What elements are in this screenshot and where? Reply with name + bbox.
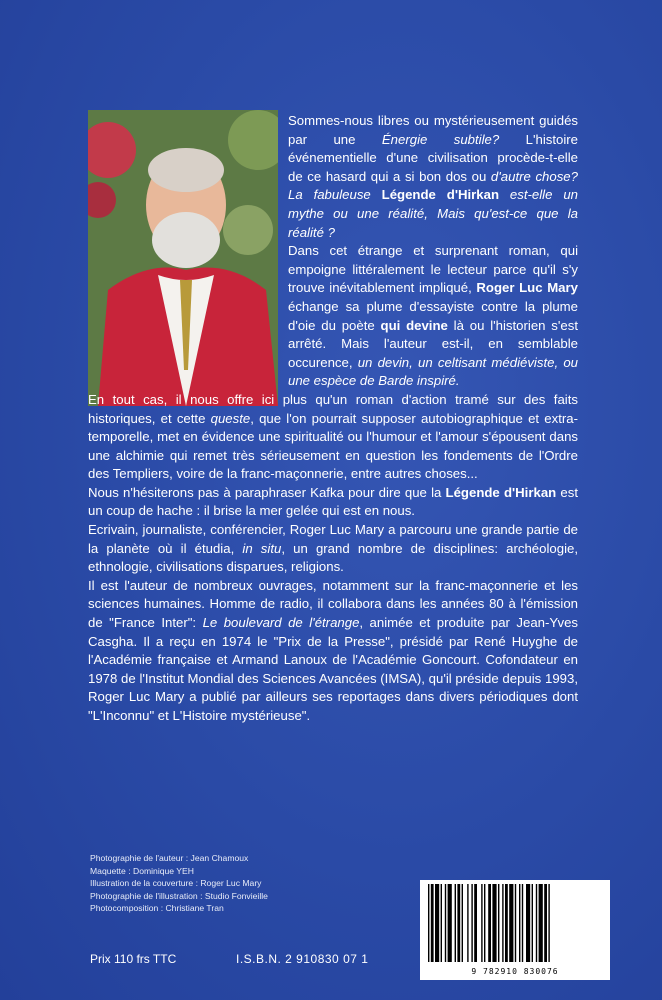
barcode-bar — [484, 884, 485, 962]
barcode-bar — [441, 884, 442, 962]
paragraph-kafka: Nous n'hésiterons pas à paraphraser Kafka pour dire que la Légende d'Hirkan est un coup de hache : il brise la mer gelée qui est en nous. — [88, 484, 579, 519]
barcode-bar — [455, 884, 456, 962]
barcode — [420, 880, 610, 980]
barcode-bar — [515, 884, 516, 962]
barcode-bar — [526, 884, 530, 962]
credit-line: Photographie de l'illustration : Studio Fonvieille — [90, 890, 268, 901]
blurb-text — [88, 112, 578, 726]
price: Prix 110 frs TTC — [90, 952, 177, 966]
barcode-bars — [420, 880, 610, 966]
credit-line: Photographie de l'auteur : Jean Chamoux — [90, 853, 249, 863]
barcode-bar — [492, 884, 496, 962]
isbn: I.S.B.N. 2 910830 07 1 — [236, 952, 369, 966]
credit-line: Photocomposition : Christiane Tran — [90, 903, 224, 914]
barcode-bar — [488, 884, 491, 962]
barcode-bar — [471, 884, 472, 962]
barcode-bar — [428, 884, 429, 962]
barcode-bar — [519, 884, 520, 962]
credit-line: Maquette : Dominique YEH — [90, 865, 194, 876]
barcode-bar — [457, 884, 460, 962]
barcode-bar — [502, 884, 503, 962]
barcode-bar — [481, 884, 482, 962]
barcode-bar — [548, 884, 549, 962]
credit-line: Illustration de la couverture : Roger Luc Mary — [90, 878, 262, 889]
paragraph-author-bio: Ecrivain, journaliste, conférencier, Roger Luc Mary a parcouru une grande partie de la planète où il étudia, in situ, un grand nombre de disciplines: archéologie, ethnologie, civilisations disparues, religions. — [88, 522, 578, 575]
barcode-bar — [431, 884, 434, 962]
barcode-bar — [536, 884, 537, 962]
barcode-bar — [448, 884, 452, 962]
barcode-bar — [462, 884, 463, 962]
barcode-bar — [505, 884, 508, 962]
paragraph-author-works: Il est l'auteur de nombreux ouvrages, notamment sur la franc-maçonnerie et les sciences humaines. Homme de radio, il collabora dans les années 80 à l'émission de "France Inter": Le boulevard de l'étrange, animée et produite par Jean-Yves Casgha. Il a reçu en 1974 le "Prix de la Presse", présidé par René Huyghe de l'Académie française et Armand Lanoux de l'Académie Goncourt. Cofondateur en 1978 de l'Institut Mondial des Sciences Avancées (IMSA), qu'il préside depuis 1993, Roger Luc Mary a publié par ailleurs ses reportages dans divers périodiques dont "L'Inconnu" et L'Histoire mystérieuse". — [88, 577, 578, 723]
barcode-bar — [509, 884, 513, 962]
barcode-bar — [539, 884, 543, 962]
barcode-bar — [474, 884, 477, 962]
barcode-bar — [522, 884, 523, 962]
barcode-bar — [498, 884, 499, 962]
barcode-digits: 9 782910 830076 — [471, 967, 559, 976]
barcode-bar — [532, 884, 533, 962]
barcode-bar — [445, 884, 446, 962]
paragraph-intro-question: Sommes-nous libres ou mystérieusement guidés par une Énergie subtile? L'histoire événementielle d'une civilisation procède-t-elle de ce hasard qui a si bon dos ou d'autre chose? La fabuleuse Légende d'Hirkan est-elle un mythe ou une réalité, Mais qu'est-ce que la réalité ? — [288, 113, 578, 240]
barcode-bar — [467, 884, 468, 962]
paragraph-action-novel: En tout cas, il nous offre ici plus qu'un roman d'action tramé sur des faits historiques, et cette queste, que l'on pourrait supposer autobiographique et extra-temporelle, met en évidence une spiritualité ou l'humour et l'amour s'épousent dans une alchimie qui remet très sérieusement en question les fondements de l'Ordre des Templiers, voire de la franc-maçonnerie, entre autres choses... — [88, 391, 578, 482]
credits — [90, 852, 268, 915]
barcode-bar — [435, 884, 439, 962]
paragraph-intro-novel: Dans cet étrange et surprenant roman, qui empoigne littéralement le lecteur parce qu'il s'y trouve inévitablement impliqué, Roger Luc Mary échange sa plume d'essayiste contre la plume d'oie du poète qui devine là ou l'historien s'est arrêté. Mais l'auteur est-il, en semblable occurence, un devin, un celtisant médiéviste, ou une espèce de Barde inspiré. — [288, 243, 578, 389]
barcode-bar — [544, 884, 547, 962]
